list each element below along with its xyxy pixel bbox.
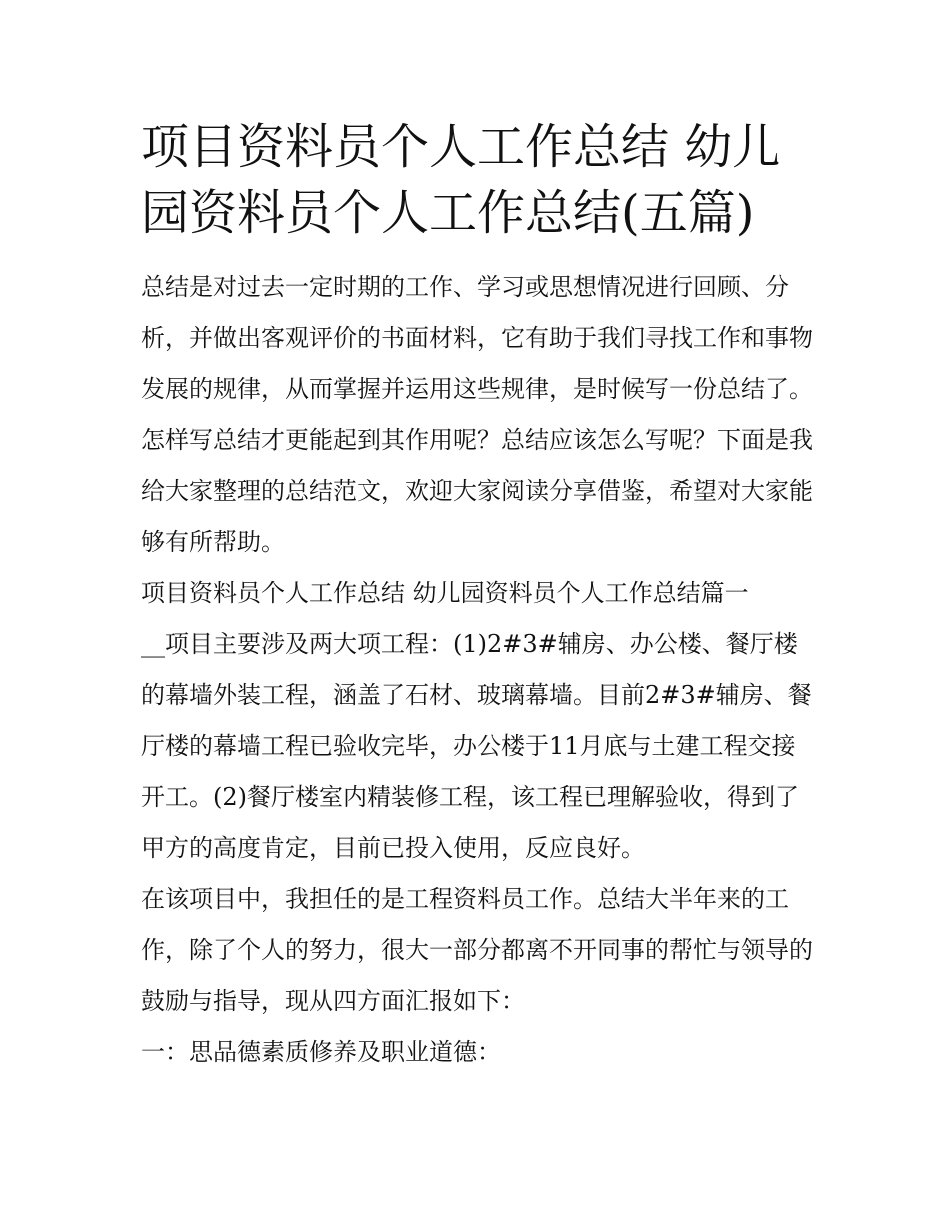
role-paragraph: 在该项目中，我担任的是工程资料员工作。总结大半年来的工作，除了个人的努力，很大一部分都离不开同事的帮忙与领导的鼓励与指导，现从四方面汇报如下： — [141, 885, 813, 1015]
section-heading: 项目资料员个人工作总结 幼儿园资料员个人工作总结篇一 — [141, 579, 749, 607]
intro-paragraph: 总结是对过去一定时期的工作、学习或思想情况进行回顾、分析，并做出客观评价的书面材料，它有助于我们寻找工作和事物发展的规律，从而掌握并运用这些规律，是时候写一份总结了。怎样写总结才更能起到其作用呢？总结应该怎么写呢？下面是我给大家整理的总结范文，欢迎大家阅读分享借鉴，希望对大家能够有所帮助。 — [141, 273, 813, 556]
document-body — [141, 262, 813, 1078]
document-content — [141, 114, 813, 1078]
project-paragraph: __项目主要涉及两大项工程：(1)2#3#辅房、办公楼、餐厅楼的幕墙外装工程，涵盖了石材、玻璃幕墙。目前2#3#辅房、餐厅楼的幕墙工程已验收完毕，办公楼于11月底与土建工程交接开工。(2)餐厅楼室内精装修工程，该工程已理解验收，得到了甲方的高度肯定，目前已投入使用，反应良好。 — [141, 630, 812, 862]
document-title: 项目资料员个人工作总结 幼儿园资料员个人工作总结(五篇) — [141, 119, 781, 241]
subsection-heading: 一：思品德素质修养及职业道德： — [141, 1038, 501, 1066]
